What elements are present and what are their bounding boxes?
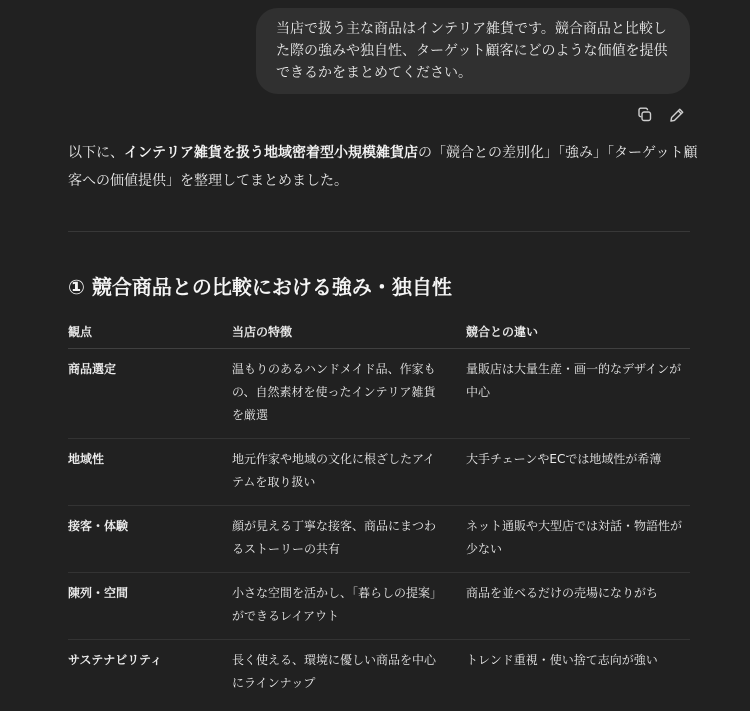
header-aspect: 観点 bbox=[68, 325, 93, 339]
section-heading: ① 競合商品との比較における強み・独自性 bbox=[68, 275, 452, 299]
cell-diff: ネット通販や大型店では対話・物語性が少ない bbox=[466, 519, 683, 556]
cell-diff: トレンド重視・使い捨て志向が強い bbox=[466, 653, 658, 667]
message-actions bbox=[636, 106, 686, 124]
copy-icon[interactable] bbox=[636, 106, 654, 124]
header-ours: 当店の特徴 bbox=[232, 325, 293, 339]
header-diff: 競合との違い bbox=[466, 325, 539, 339]
cell-aspect: 陳列・空間 bbox=[68, 586, 129, 600]
cell-ours: 地元作家や地域の文化に根ざしたアイテムを取り扱い bbox=[232, 452, 435, 489]
cell-aspect: 商品選定 bbox=[68, 362, 117, 376]
table-row bbox=[68, 573, 690, 640]
cell-ours: 温もりのあるハンドメイド品、作家もの、自然素材を使ったインテリア雑貨を厳選 bbox=[232, 362, 436, 422]
user-message-bubble bbox=[256, 8, 690, 94]
cell-aspect: 接客・体験 bbox=[68, 519, 129, 533]
table-header-row bbox=[68, 318, 690, 349]
cell-diff: 商品を並べるだけの売場になりがち bbox=[466, 586, 659, 600]
cell-ours: 長く使える、環境に優しい商品を中心にラインナップ bbox=[232, 653, 437, 690]
intro-bold-text: インテリア雑貨を扱う地域密着型小規模雑貨店 bbox=[124, 145, 418, 161]
comparison-table bbox=[68, 318, 690, 702]
cell-ours: 小さな空間を活かし、「暮らしの提案」ができるレイアウト bbox=[232, 586, 443, 623]
user-message-text: 当店で扱う主な商品はインテリア雑貨です。競合商品と比較した際の強みや独自性、ターゲット顧客にどのような価値を提供できるかをまとめてください。 bbox=[276, 21, 668, 81]
assistant-intro bbox=[68, 139, 698, 195]
intro-text-end: の「競合との差別化」「強み」「ターゲット顧客への価値提供」を整理してまとめました。 bbox=[68, 145, 698, 189]
cell-aspect: サステナビリティ bbox=[68, 653, 163, 667]
cell-ours: 顔が見える丁寧な接客、商品にまつわるストーリーの共有 bbox=[232, 519, 437, 556]
table-row bbox=[68, 640, 690, 702]
cell-diff: 量販店は大量生産・画一的なデザインが中心 bbox=[466, 362, 682, 399]
intro-text-start: 以下に、 bbox=[68, 145, 124, 161]
cell-diff: 大手チェーンやECでは地域性が希薄 bbox=[466, 452, 662, 466]
table-row bbox=[68, 439, 690, 506]
cell-aspect: 地域性 bbox=[68, 452, 105, 466]
section-divider bbox=[68, 231, 690, 232]
table-row bbox=[68, 349, 690, 439]
pencil-icon[interactable] bbox=[668, 106, 686, 124]
table-row bbox=[68, 506, 690, 573]
